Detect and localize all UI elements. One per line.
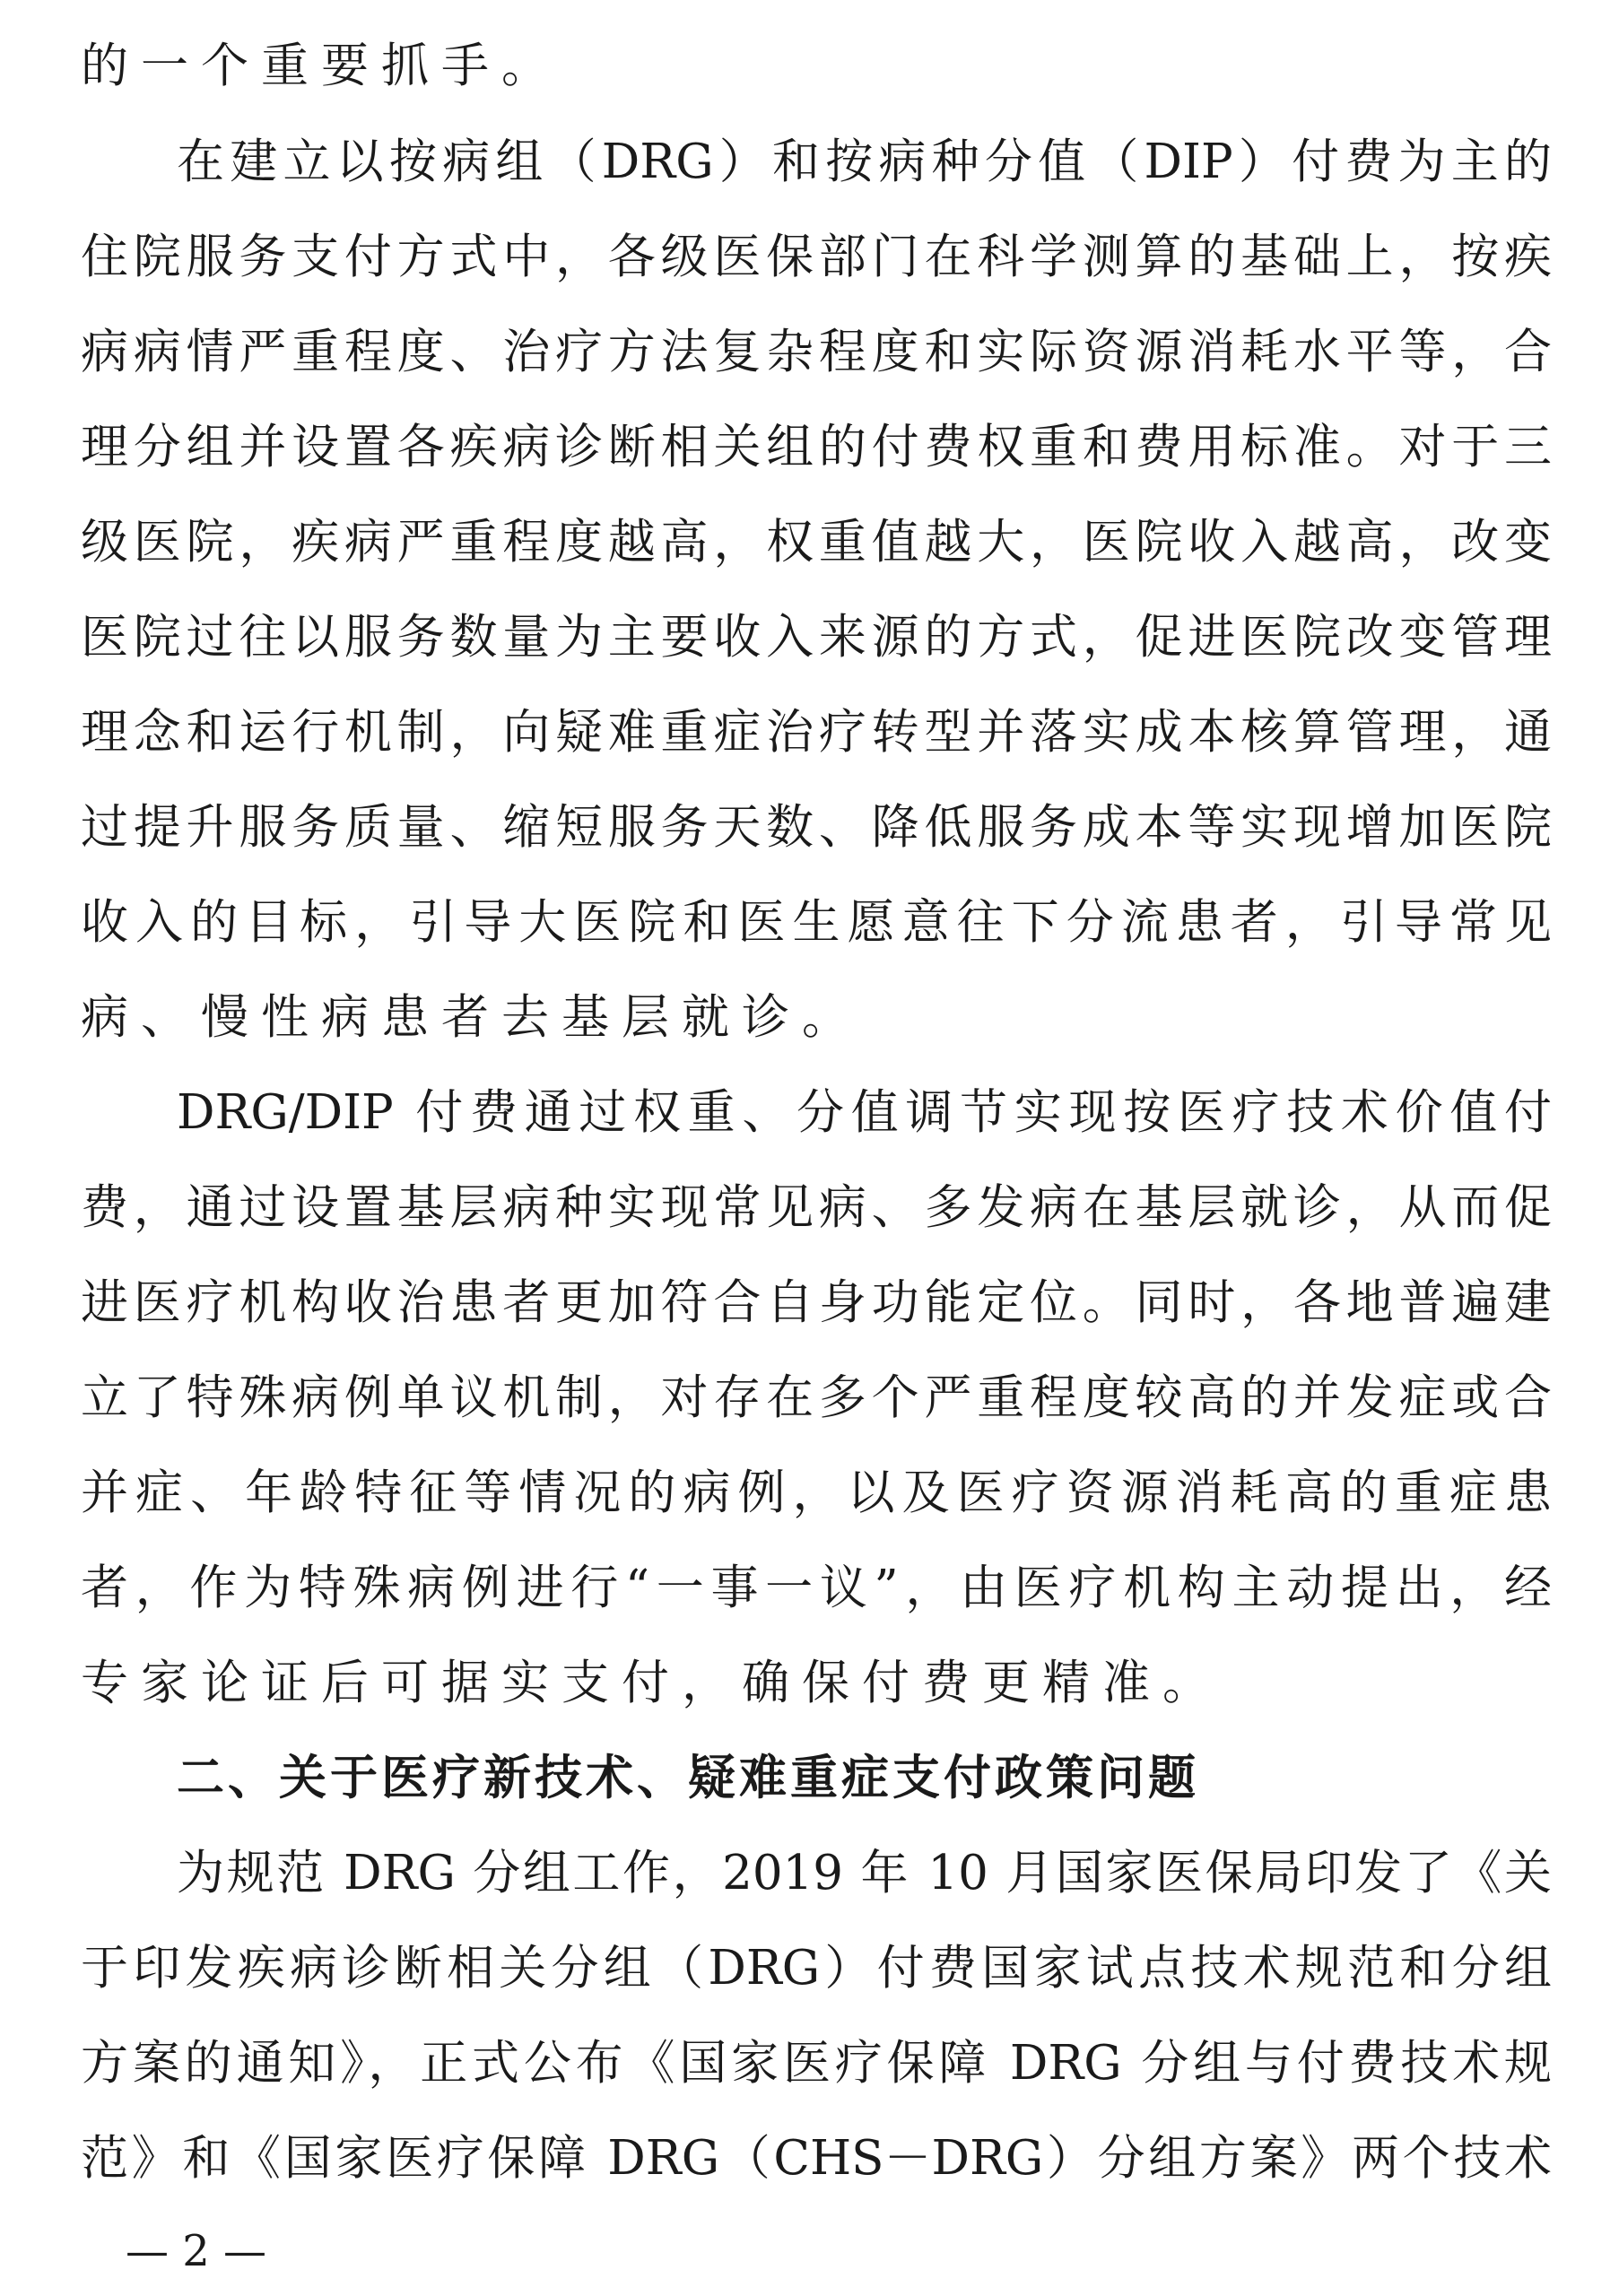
text-line: 者，作为特殊病例进行“一事一议”，由医疗机构主动提出，经 [81, 1561, 1552, 1615]
text-line: 方案的通知》，正式公布《国家医疗保障 DRG 分组与付费技术规 [81, 2036, 1552, 2091]
text-line: 专家论证后可据实支付，确保付费更精准。 [81, 1656, 1223, 1710]
text-line: 过提升服务质量、缩短服务天数、降低服务成本等实现增加医院 [81, 800, 1552, 855]
text-line: 住院服务支付方式中，各级医保部门在科学测算的基础上，按疾 [81, 230, 1552, 284]
text-line: 收入的目标，引导大医院和医生愿意往下分流患者，引导常见 [81, 895, 1552, 950]
text-line: 并症、年龄特征等情况的病例，以及医疗资源消耗高的重症患 [81, 1465, 1552, 1520]
text-line: 为规范 DRG 分组工作，2019 年 10 月国家医保局印发了《关 [177, 1846, 1552, 1900]
text-line: 的一个重要抓手。 [81, 39, 561, 93]
text-line: 理念和运行机制，向疑难重症治疗转型并落实成本核算管理，通 [81, 705, 1552, 760]
text-line: 医院过往以服务数量为主要收入来源的方式，促进医院改变管理 [81, 610, 1552, 665]
text-line: DRG/DIP 付费通过权重、分值调节实现按医疗技术价值付 [177, 1085, 1552, 1140]
text-line: 于印发疾病诊断相关分组（DRG）付费国家试点技术规范和分组 [81, 1941, 1552, 1996]
text-line: 范》和《国家医疗保障 DRG（CHS－DRG）分组方案》两个技术 [81, 2131, 1552, 2186]
text-line: 理分组并设置各疾病诊断相关组的付费权重和费用标准。对于三 [81, 420, 1552, 474]
text-line: 进医疗机构收治患者更加符合自身功能定位。同时，各地普遍建 [81, 1275, 1552, 1330]
text-line: 病病情严重程度、治疗方法复杂程度和实际资源消耗水平等，合 [81, 325, 1552, 379]
text-line: 病、慢性病患者去基层就诊。 [81, 990, 862, 1045]
text-line: 级医院，疾病严重程度越高，权重值越大，医院收入越高，改变 [81, 515, 1552, 570]
page-number: — 2 — [126, 2226, 267, 2276]
text-line: 在建立以按病组（DRG）和按病种分值（DIP）付费为主的 [177, 135, 1552, 189]
section-heading: 二、关于医疗新技术、疑难重症支付政策问题 [177, 1751, 1199, 1805]
text-line: 立了特殊病例单议机制，对存在多个严重程度较高的并发症或合 [81, 1370, 1552, 1425]
text-line: 费，通过设置基层病种实现常见病、多发病在基层就诊，从而促 [81, 1180, 1552, 1235]
